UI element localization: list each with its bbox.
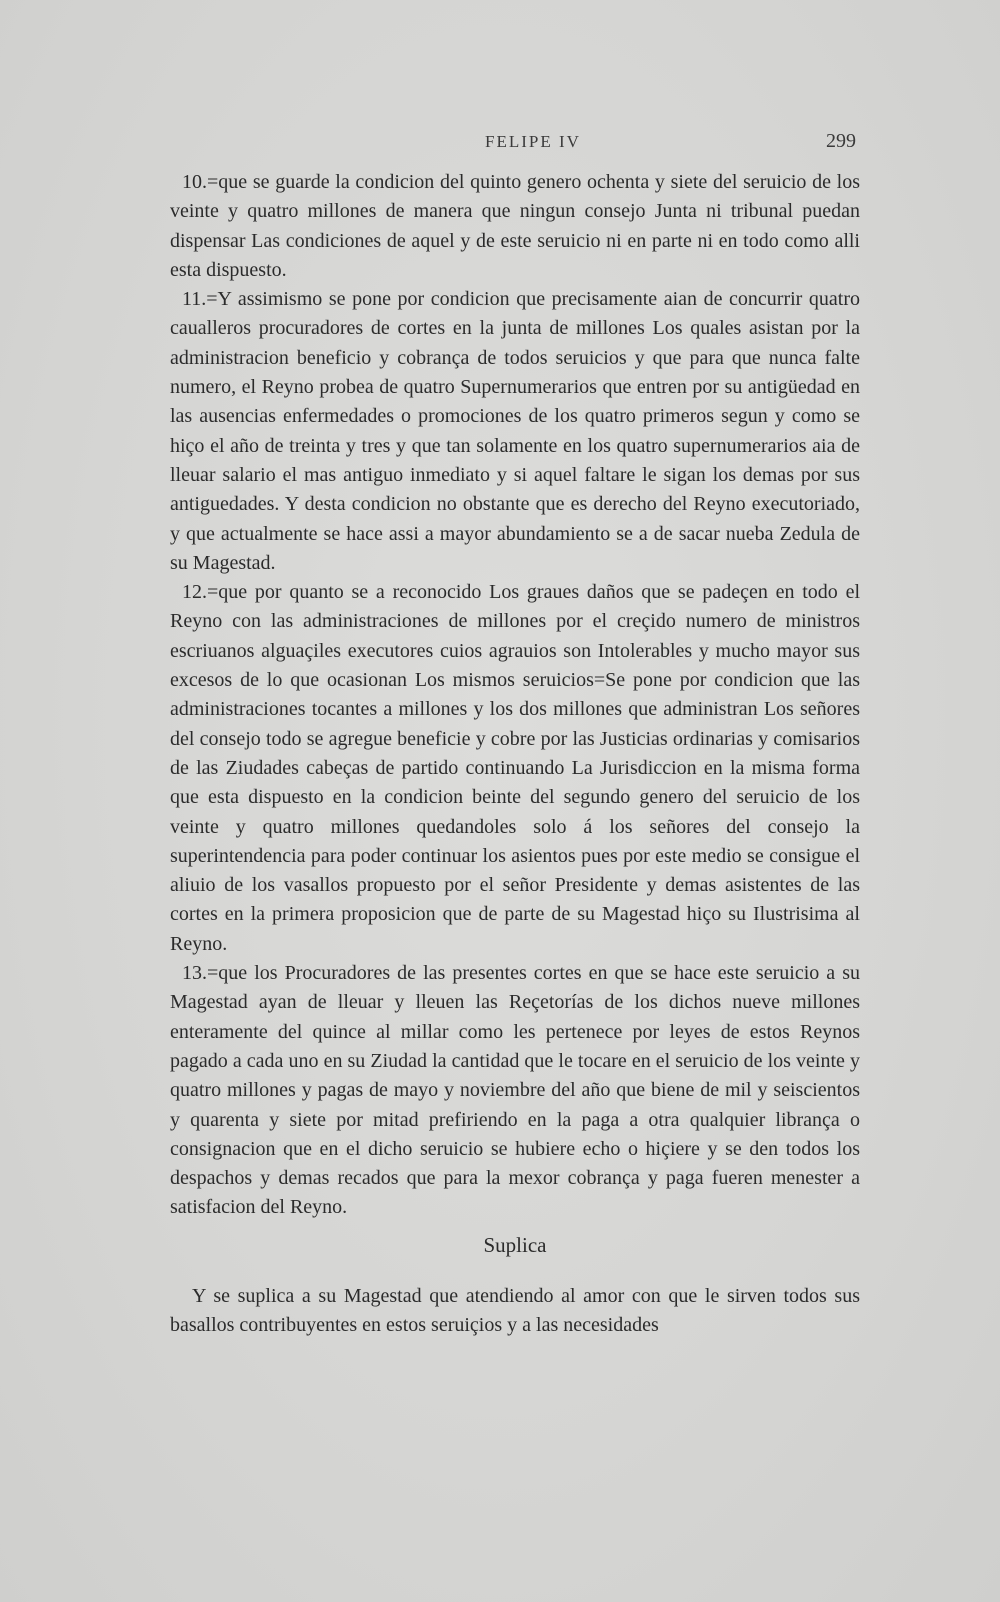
paragraph-12 xyxy=(170,578,860,959)
page-number: 299 xyxy=(826,130,856,152)
paragraph-13 xyxy=(170,959,860,1223)
paragraph-text: =que por quanto se a reconocido Los graues daños que se padeçen en todo el Reyno con las administraciones de millones por el creçido numero de ministros escriuanos alguaçiles executores cuios agrauios son Intolerables y mucho mayor sus excesos de lo que ocasionan Los mismos seruicios=Se pone por condicion que las administraciones tocantes a millones y los dos millones que administran Los señores del consejo todo se agregue beneficie y cobre por las Justicias ordinarias y comisarios de las Ziudades cabeças de partido continuando La Jurisdiccion en la misma forma que esta dispuesto en la condicion beinte del segundo genero del seruicio de los veinte y quatro millones quedandoles solo á los señores del consejo la superintendencia para poder continuar los asientos pues por este medio se consigue el aliuio de los vasallos propuesto por el señor Presidente y demas asistentes de las cortes en la primera proposicion que de parte de su Magestad hiço su Ilustrisima al Reyno. xyxy=(170,581,860,955)
paragraph-number: 13. xyxy=(182,962,207,985)
paragraph-text: =que los Procuradores de las presentes cortes en que se hace este seruicio a su Magestad ayan de lleuar y lleuen las Reçetorías de los dichos nueve millones enteramente del quince al millar como les pertenece por leyes de estos Reynos pagado a cada uno en su Ziudad la cantidad que le tocare en el seruicio de los veinte y quatro millones y pagas de mayo y noviembre del año que biene de mil y seiscientos y quarenta y siete por mitad prefiriendo en la paga a otra qualquier librança o consignacion que en el dicho seruicio se hubiere echo o hiçiere y se den todos los despachos y demas recados que para la mexor cobrança y paga fueren menester a satisfacion del Reyno. xyxy=(170,962,860,1219)
paragraph-text: =Y assimismo se pone por condicion que precisamente aian de concurrir quatro caualleros procuradores de cortes en la junta de millones Los quales asistan por la administracion beneficio y cobrança de todos seruicios y que para que nunca falte numero, el Reyno probea de quatro Supernumerarios que entren por su antigüedad en las ausencias enfermedades o promociones de los quatro primeros segun y como se hiço el año de treinta y tres y que tan solamente en los quatro supernumerarios aia de lleuar salario el mas antiguo inmediato y si aquel faltare le sigan los demas por sus antiguedades. Y desta condicion no obstante que es derecho del Reyno executoriado, y que actualmente se hace assi a mayor abundamiento se a de sacar nueba Zedula de su Magestad. xyxy=(170,288,860,574)
running-title: FELIPE IV xyxy=(485,132,581,151)
paragraph-11 xyxy=(170,285,860,578)
paragraph-number: 12. xyxy=(182,581,207,604)
paragraph-number: 10. xyxy=(182,171,207,193)
paragraph-10 xyxy=(170,168,860,285)
closing-paragraph: Y se suplica a su Magestad que atendiendo al amor con que le sirven todos sus basallos contribuyentes en estos seruiçios y a las necesidades xyxy=(170,1284,860,1337)
paragraph-text: =que se guarde la condicion del quinto genero ochenta y siete del seruicio de los veinte y quatro millones de manera que ningun consejo Junta ni tribunal puedan dispensar Las condiciones de aquel y de este seruicio ni en parte ni en todo como alli esta dispuesto. xyxy=(170,171,860,281)
page-header xyxy=(170,132,860,162)
paragraph-number: 11. xyxy=(182,288,207,311)
body-text xyxy=(170,168,860,1341)
section-heading: Suplica xyxy=(483,1232,547,1257)
